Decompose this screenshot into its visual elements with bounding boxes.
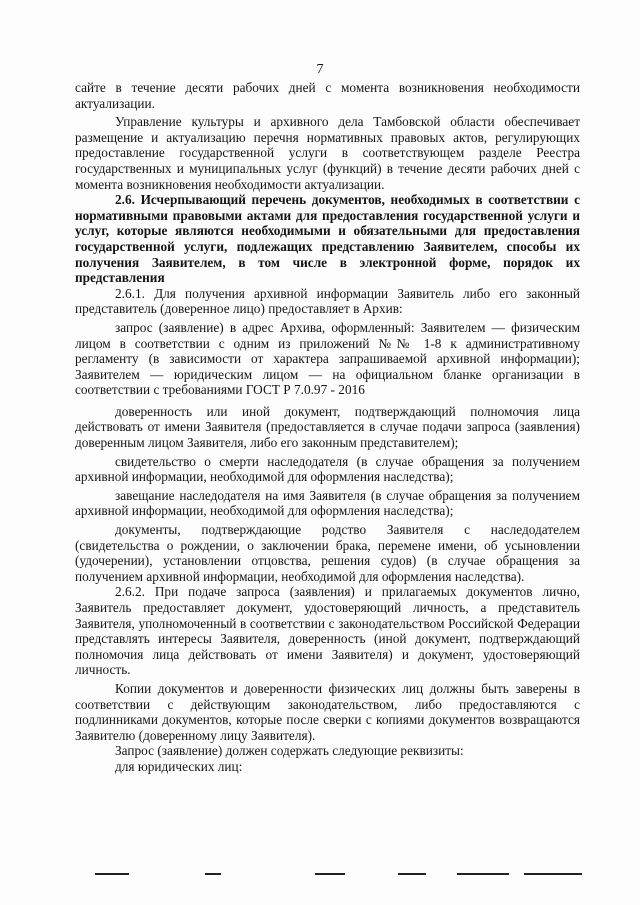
paragraph-registry-placement: Управление культуры и архивного дела Тамбовской области обеспечивает размещение и актуализацию перечня нормативных правовых актов, регулирующих предоставление государственной услуги в соответствующем разделе Реестра государственных и муниципальных услуг (функций) в течение десяти рабочих дней с момента возникновения необходимости актуализации. [75,114,580,192]
section-heading-2-6: 2.6. Исчерпывающий перечень документов, необходимых в соответствии с нормативными правовыми актами для предоставления государственной услуги и услуг, которые являются необходимыми и обязательными для предоставления государственной услуги, подлежащих представлению Заявителем, способы их получения Заявителем, в том числе в электронной форме, порядок их представления [75,192,580,286]
list-item-request: запрос (заявление) в адрес Архива, оформленный: Заявителем — физическим лицом в соответствии с одним из приложений №№ 1-8 к административному регламенту (в зависимости от характера запрашиваемой архивной информации); Заявителем — юридическим лицом — на официальном бланке организации в соответствии с требованиями ГОСТ Р 7.0.97 - 2016 [75,319,580,398]
scan-edge-marks [0,873,640,877]
list-item-kinship-documents: документы, подтверждающие родство Заявителя с наследодателем (свидетельства о рождении, о заключении брака, перемене имени, об усыновлении (удочерении), установлении отцовства, решения судов) (в случае обращения за получением архивной информации, необходимой для оформления наследства). [75,522,580,584]
list-item-death-certificate: свидетельство о смерти наследодателя (в случае обращения за получением архивной информации, необходимой для оформления наследства); [75,453,580,485]
paragraph-2-6-2: 2.6.2. При подаче запроса (заявления) и прилагаемых документов лично, Заявитель предоставляет документ, удостоверяющий личность, а представитель Заявителя, уполномоченный в соответствии с законодательством Российской Федерации представлять интересы Заявителя, доверенность (иной документ, подтверждающий полномочия лица действовать от имени Заявителя) и документ, удостоверяющий личность. [75,584,580,678]
list-item-will: завещание наследодателя на имя Заявителя (в случае обращения за получением архивной информации, необходимой для оформления наследства); [75,487,580,519]
paragraph-legal-entities: для юридических лиц: [115,758,243,774]
document-body [75,80,580,775]
paragraph-continuation: сайте в течение десяти рабочих дней с момента возникновения необходимости актуализации. [75,80,580,111]
page-number: 7 [316,62,324,77]
list-item-power-of-attorney: доверенность или иной документ, подтверждающий полномочия лица действовать от имени Заявителя (предоставляется в случае подачи запроса (заявления) доверенным лицом Заявителя, либо его законным представителем); [75,403,580,451]
paragraph-requisites: Запрос (заявление) должен содержать следующие реквизиты: [115,743,464,759]
paragraph-copies: Копии документов и доверенности физических лиц должны быть заверены в соответствии с действующим законодательством, либо предоставляются с подлинниками документов, которые после сверки с копиями документов возвращаются Заявителю (доверенному лицу Заявителя). [75,680,580,743]
paragraph-2-6-1: 2.6.1. Для получения архивной информации Заявитель либо его законный представитель (доверенное лицо) предоставляет в Архив: [75,285,580,317]
